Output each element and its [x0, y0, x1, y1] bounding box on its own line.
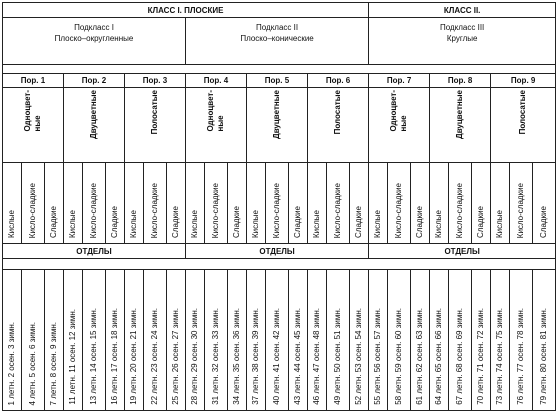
taste-header [266, 163, 289, 244]
group-header [64, 88, 125, 163]
taste-header [449, 163, 472, 244]
taste-header [3, 163, 22, 244]
department-cell-text: 37 летн. 38 осен. 39 зимн. [251, 308, 260, 405]
department-cell-text: 70 летн. 71 осен. 72 зимн. [476, 308, 486, 405]
department-cell [510, 270, 533, 411]
department-cell-text: 34 летн. 35 осен. 36 зимн. [232, 308, 241, 405]
department-cell-text: 22 летн. 23 осен. 24 зимн. [150, 308, 159, 405]
department-cell [388, 270, 411, 411]
department-cell-text: 16 летн. 17 осен. 18 зимн. [110, 308, 119, 405]
taste-header [388, 163, 411, 244]
department-cell [22, 270, 45, 411]
taste-header [205, 163, 228, 244]
taste-header [308, 163, 327, 244]
taste-header [144, 163, 167, 244]
taste-header [369, 163, 388, 244]
department-cell [106, 270, 125, 411]
taste-header-text: Кислые [434, 210, 444, 238]
taste-header [83, 163, 106, 244]
taste-header [510, 163, 533, 244]
department-cell-text: 19 летн. 20 осен. 21 зимн. [129, 308, 138, 405]
department-cell [167, 270, 186, 411]
department-cell [411, 270, 430, 411]
poroda-header: Пор. 3 [125, 74, 186, 88]
taste-header-text: Сладкие [110, 206, 119, 238]
taste-header-text: Кислые [129, 210, 138, 238]
poroda-header: Пор. 5 [247, 74, 308, 88]
group-header-text: Двуцветные [89, 90, 98, 139]
department-cell-text: 11 летн. 11 осен. 12 зимн. [68, 309, 77, 405]
otdely-label: ОТДЕЛЫ [3, 244, 186, 259]
taste-header-text: Кисло-сладкие [272, 182, 281, 238]
department-cell [125, 270, 144, 411]
taste-header-text: Сладкие [539, 206, 549, 238]
poroda-header: Пор. 6 [308, 74, 369, 88]
group-header-text: Двуцветные [272, 90, 281, 139]
spacer-row [3, 65, 556, 74]
taste-header-text: Кисло-сладкие [516, 182, 526, 238]
otdely-label: ОТДЕЛЫ [369, 244, 556, 259]
department-cell [266, 270, 289, 411]
taste-header [411, 163, 430, 244]
department-cell [228, 270, 247, 411]
department-cell-text: 25 летн. 26 осен. 27 зимн. [171, 308, 180, 405]
taste-header-text: Кислые [312, 210, 321, 238]
taste-header [289, 163, 308, 244]
subclass-2-number: Подкласс II [256, 23, 299, 32]
taste-header-text: Кислые [7, 210, 16, 238]
department-cell [308, 270, 327, 411]
taste-header [327, 163, 350, 244]
department-cell-text: 67 летн. 68 осен. 69 зимн. [455, 308, 465, 405]
department-cell-text: 28 летн. 29 осен. 30 зимн. [190, 308, 199, 405]
taste-header-text: Кисло-сладкие [89, 182, 98, 238]
subclass-3-header [369, 18, 556, 65]
subclass-1-number: Подкласс I [74, 23, 114, 32]
taste-header [22, 163, 45, 244]
department-cell [64, 270, 83, 411]
department-cell-text: 49 летн. 50 осен. 51 зимн. [333, 308, 342, 405]
taste-header-text: Кисло-сладкие [150, 182, 159, 238]
group-header-text: Двуцветные [455, 90, 465, 139]
group-header-text: Полосатые [518, 90, 528, 135]
taste-header [472, 163, 491, 244]
taste-header-text: Кисло-сладкие [211, 182, 220, 238]
taste-header-text: Кисло-сладкие [28, 182, 37, 238]
poroda-header: Пор. 2 [64, 74, 125, 88]
taste-header-text: Кислые [251, 210, 260, 238]
group-header [308, 88, 369, 163]
poroda-header: Пор. 4 [186, 74, 247, 88]
department-cell-text: 58 летн. 59 осен. 60 зимн. [394, 308, 404, 405]
department-cell [186, 270, 205, 411]
group-header [3, 88, 64, 163]
class-1-header: КЛАСС I. ПЛОСКИЕ [3, 3, 369, 18]
taste-header [45, 163, 64, 244]
group-header [491, 88, 556, 163]
department-cell [144, 270, 167, 411]
department-cell [289, 270, 308, 411]
department-cell-text: 64 летн. 65 осен. 66 зимн. [434, 308, 444, 405]
classification-table-wrapper [2, 2, 556, 411]
group-header-text: Одноцвет- ные [23, 90, 42, 132]
taste-header [125, 163, 144, 244]
subclass-3-number: Подкласс III [439, 23, 485, 32]
taste-header-text: Кисло-сладкие [455, 182, 465, 238]
subclass-1-header [3, 18, 186, 65]
group-header [125, 88, 186, 163]
department-cell-text: 52 летн. 53 осен. 54 зимн. [354, 308, 364, 405]
department-cell-text: 40 летн. 41 осен. 42 зимн. [272, 308, 281, 405]
department-cell [327, 270, 350, 411]
group-header-text: Полосатые [150, 90, 159, 135]
department-cell-text: 31 летн. 32 осен. 33 зимн. [211, 308, 220, 405]
department-cell [449, 270, 472, 411]
taste-header [228, 163, 247, 244]
taste-header-text: Сладкие [476, 206, 486, 238]
department-cell-text: 76 летн. 77 осен. 78 зимн. [516, 308, 526, 405]
poroda-header: Пор. 7 [369, 74, 430, 88]
taste-header-text: Кисло-сладкие [333, 182, 342, 238]
department-cell [83, 270, 106, 411]
group-header-text: Одноцвет- ные [206, 90, 225, 132]
department-cell-text: 7 летн. 8 осен. 9 зимн. [49, 321, 58, 405]
department-cell-text: 43 летн. 44 осен. 45 зимн. [293, 308, 302, 405]
taste-header [491, 163, 510, 244]
department-cell-text: 4 летн. 5 осен. 6 зимн. [28, 321, 37, 405]
department-cell-text: 46 летн. 47 осен. 48 зимн. [312, 308, 321, 405]
subclass-2-header [186, 18, 369, 65]
department-cell [369, 270, 388, 411]
poroda-header: Пор. 8 [430, 74, 491, 88]
taste-header-text: Кислые [495, 210, 505, 238]
department-cell-text: 73 летн. 74 осен. 75 зимн. [495, 308, 505, 405]
group-header [430, 88, 491, 163]
taste-header-text: Сладкие [354, 206, 364, 238]
class-2-header: КЛАСС II. [369, 3, 556, 18]
taste-header-text: Сладкие [171, 206, 180, 238]
taste-header-text: Сладкие [232, 206, 241, 238]
group-header [369, 88, 430, 163]
group-header-text: Одноцвет- ные [389, 90, 409, 132]
department-cell [3, 270, 22, 411]
department-cell [472, 270, 491, 411]
group-header [247, 88, 308, 163]
group-header [186, 88, 247, 163]
apple-classification-table [2, 2, 556, 411]
subclass-1-name: Плоско–округленные [54, 34, 134, 43]
taste-header-text: Кисло-сладкие [394, 182, 404, 238]
taste-header [186, 163, 205, 244]
taste-header-text: Кислые [190, 210, 199, 238]
taste-header-text: Кислые [373, 210, 383, 238]
taste-header [167, 163, 186, 244]
department-cell [430, 270, 449, 411]
taste-header [350, 163, 369, 244]
taste-header [64, 163, 83, 244]
department-cell-text: 13 летн. 14 осен. 15 зимн. [89, 308, 98, 405]
spacer-row [3, 259, 556, 270]
poroda-header: Пор. 9 [491, 74, 556, 88]
department-cell [247, 270, 266, 411]
department-cell-text: 1 летн. 2 осен. 3 зимн. [7, 321, 16, 405]
group-header-text: Полосатые [333, 90, 343, 135]
department-cell-text: 55 летн. 56 осен. 57 зимн. [373, 308, 383, 405]
taste-header [106, 163, 125, 244]
taste-header-text: Сладкие [49, 206, 58, 238]
subclass-3-name: Круглые [446, 34, 478, 43]
taste-header [533, 163, 556, 244]
taste-header [247, 163, 266, 244]
department-cell [45, 270, 64, 411]
department-cell-text: 79 летн. 80 осен. 81 зимн. [539, 308, 549, 405]
taste-header-text: Сладкие [415, 206, 425, 238]
poroda-header: Пор. 1 [3, 74, 64, 88]
department-cell [205, 270, 228, 411]
department-cell [350, 270, 369, 411]
subclass-2-name: Плоско–конические [240, 34, 314, 43]
taste-header-text: Сладкие [293, 206, 302, 238]
otdely-label: ОТДЕЛЫ [186, 244, 369, 259]
taste-header-text: Кислые [68, 210, 77, 238]
department-cell-text: 61 летн. 62 осен. 63 зимн. [415, 308, 425, 405]
department-cell [491, 270, 510, 411]
taste-header [430, 163, 449, 244]
department-cell [533, 270, 556, 411]
